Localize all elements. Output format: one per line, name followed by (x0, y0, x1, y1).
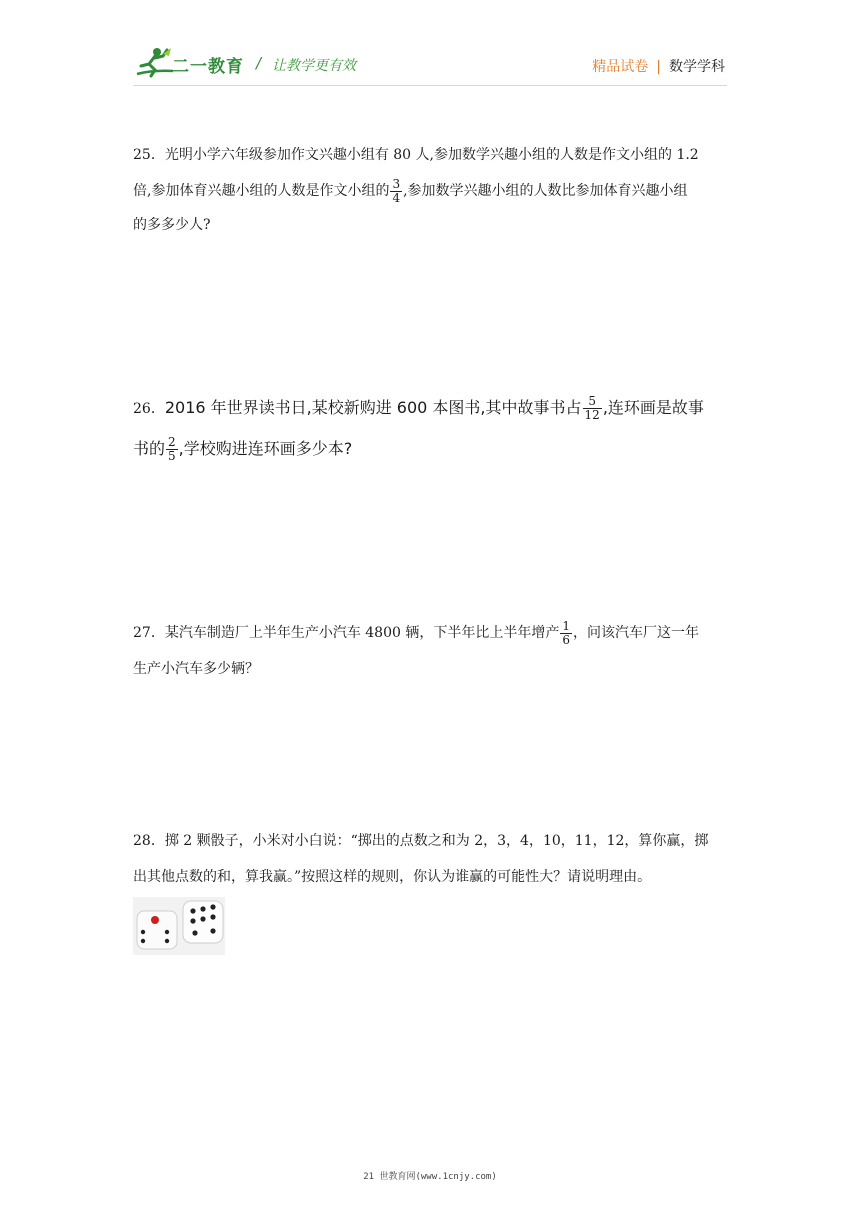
header-divider: | (656, 59, 661, 75)
subject-label: 数学学科 (669, 59, 725, 75)
fraction (583, 395, 602, 422)
header-slash: / (256, 54, 262, 72)
logo-text: 二一教育 (172, 57, 244, 77)
question-text: ，问该汽车厂这一年 (573, 625, 699, 641)
fraction-denominator: 12 (584, 408, 600, 422)
question-27-line-1 (133, 618, 733, 648)
question-25-line-2 (133, 176, 733, 206)
question-28 (133, 826, 733, 892)
fraction-denominator: 5 (168, 449, 176, 463)
question-number: 26． (133, 401, 165, 417)
page-footer: 21 世教育网(www.1cnjy.com) (363, 1172, 497, 1182)
question-26-line-2 (133, 431, 733, 467)
question-number: 28． (133, 833, 165, 849)
question-25 (133, 140, 733, 240)
die-right-icon (183, 901, 223, 943)
question-text: 光明小学六年级参加作文兴趣小组有 80 人,参加数学兴趣小组的人数是作文小组的 1.2 (164, 147, 699, 163)
question-25-line-1 (133, 140, 733, 170)
question-number: 25． (133, 147, 165, 163)
question-26-line-1 (133, 390, 733, 427)
fraction-numerator: 1 (562, 618, 570, 633)
question-text: 倍,参加体育兴趣小组的人数是作文小组的 (133, 183, 390, 199)
question-28-line-2: 出其他点数的和，算我赢。”按照这样的规则，你认为谁赢的可能性大？请说明理由。 (133, 869, 652, 885)
fraction-denominator: 4 (392, 190, 401, 205)
question-28-line-1 (133, 826, 733, 856)
question-27 (133, 618, 733, 684)
question-text: 2016 年世界读书日,某校新购进 600 本图书,其中故事书占 (164, 398, 582, 417)
fraction-numerator: 5 (583, 395, 602, 409)
question-text: 某汽车制造厂上半年生产小汽车 4800 辆，下半年比上半年增产 (164, 625, 560, 641)
question-text: ,连环画是故事 (602, 398, 704, 417)
header-rule (133, 85, 727, 86)
dice-image (133, 897, 225, 955)
question-text: 掷 2 颗骰子，小米对小白说：“掷出的点数之和为 2，3，4，10，11，12，算你赢，掷 (164, 833, 709, 849)
question-26 (133, 390, 733, 467)
question-27-line-2: 生产小汽车多少辆？ (133, 661, 259, 677)
question-text: ,学校购进连环画多少本? (178, 439, 353, 458)
question-text: ,参加数学兴趣小组的人数比参加体育兴趣小组 (403, 183, 688, 199)
fraction-denominator: 6 (562, 632, 570, 647)
question-25-line-3: 的多多少人? (133, 217, 211, 233)
fraction (390, 178, 402, 205)
fraction-numerator: 3 (392, 176, 401, 191)
fraction-numerator: 2 (168, 435, 176, 449)
die-left-icon (137, 911, 177, 949)
fraction (166, 436, 178, 463)
premium-label: 精品试卷 (592, 59, 649, 75)
question-number: 27． (133, 625, 165, 641)
header-right (592, 56, 725, 76)
header-slogan: 让教学更有效 (272, 58, 356, 74)
question-text: 书的 (133, 439, 166, 458)
fraction (560, 620, 572, 647)
page-header (0, 0, 860, 100)
